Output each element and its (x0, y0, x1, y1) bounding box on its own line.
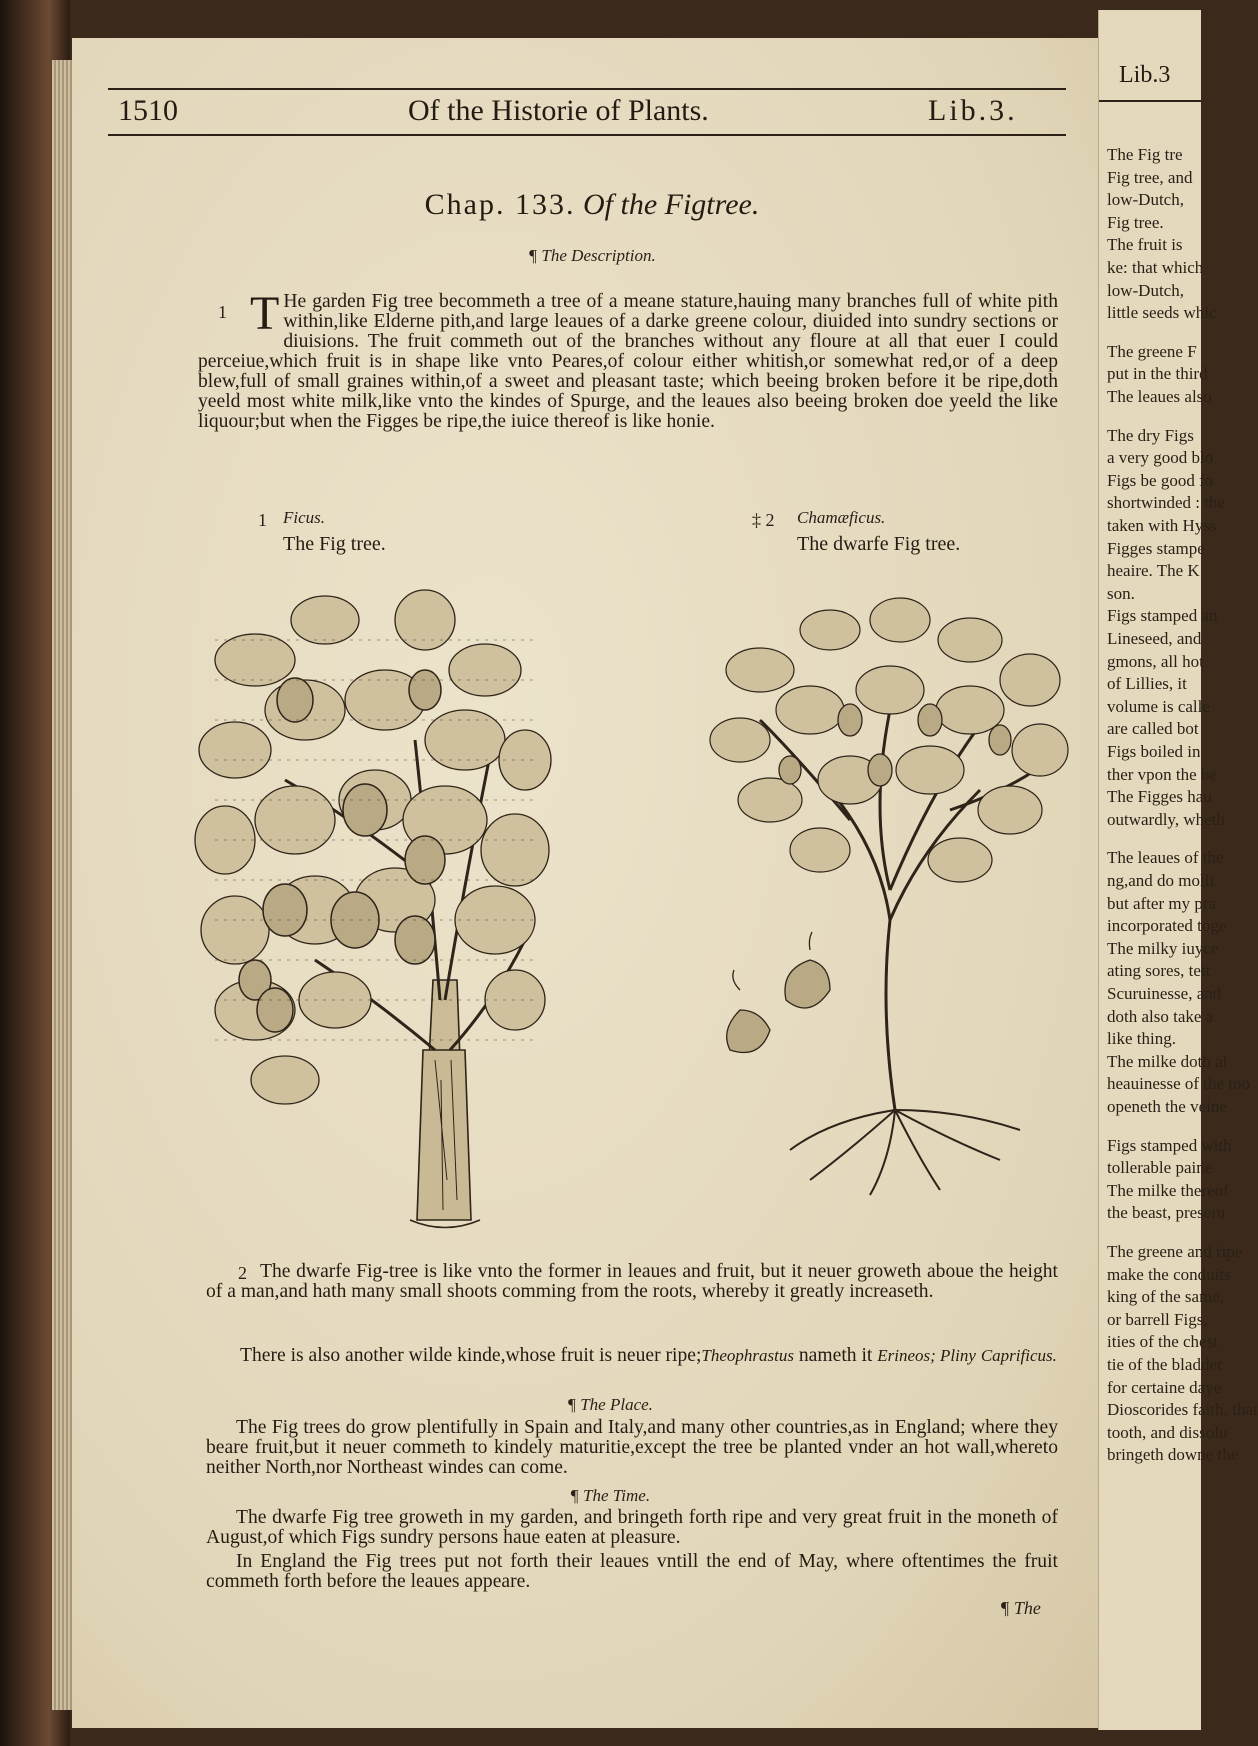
right-page-line: The leaues also (1107, 387, 1212, 406)
dwarf-fig-tree-illustration (700, 590, 1080, 1210)
caprificus-name: Caprificus. (980, 1346, 1057, 1365)
right-page-line: outwardly, wheth (1107, 809, 1225, 829)
figure-2-number: ‡ 2 (752, 510, 775, 530)
dwarf-paragraph (206, 1262, 1058, 1302)
right-page-line: The Fig tre (1107, 145, 1183, 164)
figure-1-latin-name: Ficus. (283, 508, 326, 527)
right-page-line: shortwinded : the (1107, 493, 1226, 513)
right-page-line: volume is calle (1107, 696, 1210, 716)
place-text: The Fig trees do grow plentifully in Spain and Italy,and many other countries,as in England; where they beare fruit,but it neuer commeth to kindely maturitie,except the tree be planted vnder an hot wall,whereto neither North,nor Northeast windes can come. (206, 1417, 1058, 1478)
right-page-line: taken with Hyss (1107, 516, 1217, 535)
time-paragraph-1 (206, 1508, 1058, 1548)
wild-kind-paragraph (206, 1346, 1058, 1366)
time-text-2: In England the Fig trees put not forth their leaues vntill the end of May, where oftentimes the fruit commeth forth before the leaues appeare. (206, 1551, 1058, 1592)
fig-tree-illustration (195, 580, 555, 1240)
right-page-line: The greene and ripe (1107, 1242, 1243, 1261)
right-page-line: Lineseed, and (1107, 629, 1202, 648)
right-page-line: incorporated toge (1107, 916, 1227, 936)
section-time-heading: ¶ The Time. (569, 1486, 651, 1505)
wild-kind-text: There is also another wilde kinde,whose fruit is neuer ripe; (240, 1345, 702, 1366)
right-page-line: Fig tree. (1107, 212, 1164, 232)
right-page-line: are called bot (1107, 719, 1199, 739)
erineos-name: Erineos; (877, 1346, 936, 1365)
right-page-book-label: Lib.3 (1119, 62, 1171, 88)
right-page-line: ating sores, tett (1107, 961, 1211, 981)
right-page-line: the beast, preseru (1107, 1203, 1226, 1223)
right-page-line: a very good blo (1107, 448, 1214, 468)
right-page-line: of Lillies, it (1107, 674, 1187, 694)
right-page-line: bringeth downe the (1107, 1445, 1239, 1465)
paragraph-number-1: 1 (218, 302, 227, 322)
right-page-line: make the conduits (1107, 1264, 1231, 1284)
description-paragraph (198, 287, 1058, 432)
right-page-line: The leaues of the (1107, 848, 1224, 868)
catchword: ¶ The (1000, 1598, 1041, 1618)
right-page-line: tie of the bladder (1107, 1355, 1223, 1374)
wild-kind-text-mid: nameth it (793, 1345, 878, 1366)
right-page-line: The milke thereof (1107, 1180, 1229, 1200)
right-page-rule (1099, 100, 1201, 102)
right-page-line: tooth, and dissolu (1107, 1422, 1228, 1442)
right-page-line: or barrell Figs, (1107, 1309, 1208, 1329)
right-page-line: heauinesse of the too (1107, 1074, 1251, 1094)
figure-1-number: 1 (258, 510, 267, 530)
right-facing-page (1098, 10, 1258, 1730)
chapter-label: Chap. 133. (424, 188, 576, 221)
right-page-line: little seeds whic (1107, 303, 1217, 323)
right-page-line: heaire. The K (1107, 561, 1200, 581)
time-text-1: The dwarfe Fig tree groweth in my garden, and bringeth forth ripe and very great fruit in the moneth of August,of which Figs sundry persons haue eaten at pleasure. (206, 1507, 1058, 1548)
chapter-heading (72, 188, 1112, 222)
right-page-line: put in the third (1107, 364, 1208, 384)
paragraph-number-2: 2 (238, 1263, 247, 1283)
section-description-heading: ¶ The Description. (528, 246, 656, 265)
right-page-line: Fig tree, and (1107, 167, 1193, 187)
right-page-line: The Figges hau (1107, 787, 1212, 807)
right-page-line: Figs be good fo (1107, 470, 1214, 490)
right-page-line: for certaine daye (1107, 1377, 1222, 1397)
right-page-line: but after my pra (1107, 893, 1217, 913)
theophrastus-name: Theophrastus (701, 1346, 794, 1365)
right-page-line: Scuruinesse, and (1107, 984, 1222, 1003)
right-page-line: The greene F (1107, 341, 1197, 361)
right-page-line: Figs boiled in (1107, 742, 1201, 761)
right-page-line: ther vpon the be (1107, 764, 1217, 784)
drop-cap: T (250, 287, 280, 340)
right-page-line: Dioscorides faith, that (1107, 1400, 1258, 1420)
right-page-line: low-Dutch, (1107, 280, 1184, 300)
right-page-line: openeth the veine (1107, 1097, 1227, 1116)
right-page-line: doth also take a (1107, 1006, 1214, 1026)
section-place-heading: ¶ The Place. (567, 1395, 653, 1414)
page-number: 1510 (118, 94, 178, 127)
right-page-line: Figs stamped an (1107, 606, 1218, 626)
right-page-line: ke: that which (1107, 258, 1204, 277)
right-page-line: The dry Figs (1107, 425, 1194, 445)
description-text: He garden Fig tree becommeth a tree of a meane stature,hauing many branches full of white pith within,like Elderne pith,and large leaues of a darke greene colour, diuided into sundry sections or diuisions. The fruit commeth out of the branches without any floure at all that euer I could perceiue,which fruit is in shape like vnto Peares,of colour either whitish,or somewhat red,or of a deep blew,full of small graines within,of a sweet and pleasant taste; which beeing broken before it be ripe,doth yeeld most white milk,like vnto the kindes of Spurge, and the leaues also beeing broken doe yeeld the like liquour;but when the Figges be ripe,the iuice thereof is like honie. (198, 291, 1058, 432)
place-paragraph (206, 1418, 1058, 1478)
dwarf-text: The dwarfe Fig-tree is like vnto the former in leaues and fruit, but it neuer groweth aboue the height of a man,and hath many small shoots comming from the roots, whereby it greatly increaseth. (206, 1261, 1058, 1302)
running-head (108, 88, 1066, 138)
right-page-line: ng,and do molli (1107, 871, 1215, 890)
right-page-line: gmons, all hot (1107, 651, 1204, 671)
right-page-line: tollerable paine (1107, 1158, 1213, 1178)
chapter-title: Of the Figtree. (582, 188, 760, 221)
time-paragraph-2 (206, 1552, 1058, 1592)
right-page-line: The milky iuyce (1107, 938, 1219, 958)
right-page-line: king of the same, (1107, 1287, 1225, 1307)
right-page-line: Figs stamped with (1107, 1135, 1232, 1155)
right-page-line: son. (1107, 583, 1135, 603)
running-title: Of the Historie of Plants. (408, 94, 709, 127)
figure-1-caption: The Fig tree. (283, 533, 386, 555)
right-page-line: ities of the chest (1107, 1332, 1218, 1352)
pliny-name: Pliny (935, 1346, 976, 1365)
header-rule-bottom (108, 134, 1066, 136)
figure-2-caption: The dwarfe Fig tree. (797, 533, 961, 555)
right-page-line: like thing. (1107, 1029, 1176, 1049)
right-page-line: The milke doth al (1107, 1051, 1228, 1071)
right-page-line: Figges stampe (1107, 538, 1205, 558)
header-rule-top (108, 88, 1066, 90)
figure-2-latin-name: Chamæficus. (797, 508, 886, 527)
right-page-line: low-Dutch, (1107, 190, 1184, 210)
right-page-line: The fruit is (1107, 235, 1183, 255)
book-label: Lib.3. (928, 94, 1018, 127)
